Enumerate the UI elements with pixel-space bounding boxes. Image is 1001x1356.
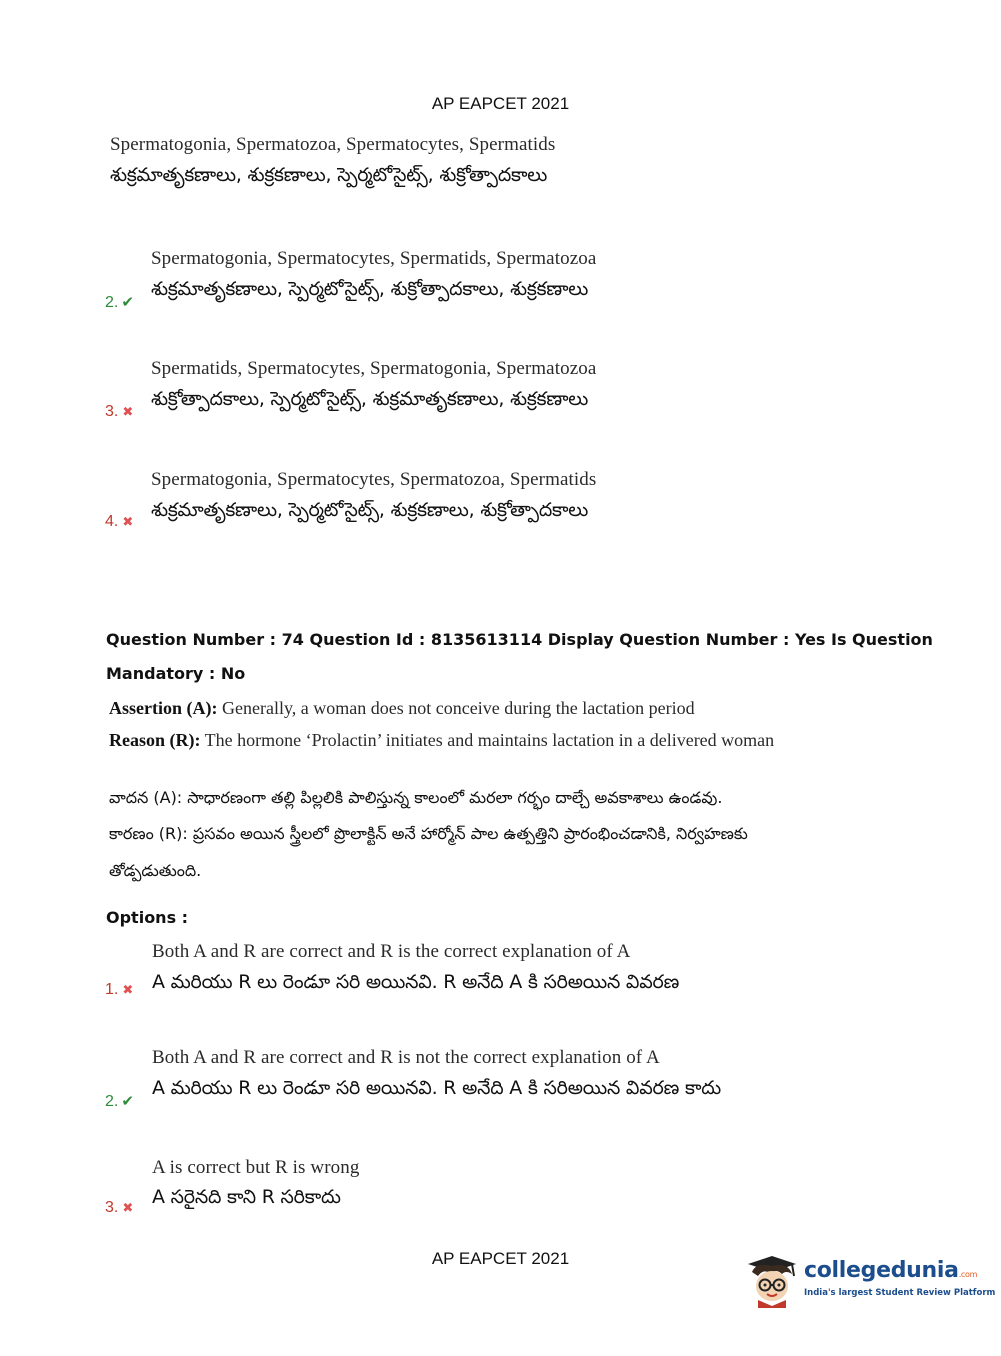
prev-option3-te: శుక్రోత్పాదకాలు, స్పెర్మటోసైట్స్, శుక్రమాతృకణాలు, శుక్రకణాలు (151, 388, 589, 410)
option2-number: 2. ✔ (105, 1093, 134, 1110)
prev-option3-en: Spermatids, Spermatocytes, Spermatogonia, Spermatozoa (151, 358, 597, 379)
cross-icon: ✖ (122, 514, 134, 529)
reason (109, 730, 774, 751)
te-reason-line2: తోడ్పడుతుంది. (109, 861, 202, 880)
page-footer: AP EAPCET 2021 (431, 1249, 570, 1268)
prev-option3-number: 3. ✖ (105, 403, 134, 420)
option3-en: A is correct but R is wrong (152, 1157, 360, 1178)
cross-icon: ✖ (122, 982, 134, 997)
option1-te: A మరియు R లు రెండూ సరి అయినవి. R అనేది A కి సరిఅయిన వివరణ (152, 971, 680, 993)
question-meta-line1: Question Number : 74 Question Id : 8135613114 Display Question Number : Yes Is Question (106, 630, 933, 649)
prev-option1-te: శుక్రమాతృకణాలు, శుక్రకణాలు, స్పెర్మటోసైట్స్, శుక్రోత్పాదకాలు (110, 164, 548, 186)
page-header: AP EAPCET 2021 (431, 94, 570, 113)
assertion-text: Generally, a woman does not conceive during the lactation period (217, 698, 695, 718)
check-icon: ✔ (121, 294, 134, 311)
question-meta-line2: Mandatory : No (106, 664, 246, 683)
prev-option1-en: Spermatogonia, Spermatozoa, Spermatocytes, Spermatids (110, 134, 556, 155)
option2-en: Both A and R are correct and R is not the correct explanation of A (152, 1047, 660, 1068)
option2-te: A మరియు R లు రెండూ సరి అయినవి. R అనేది A కి సరిఅయిన వివరణ కాదు (152, 1077, 722, 1099)
prev-option2-te: శుక్రమాతృకణాలు, స్పెర్మటోసైట్స్, శుక్రోత్పాదకాలు, శుక్రకణాలు (151, 278, 589, 300)
logo-brand: collegedunia.com (804, 1258, 978, 1283)
logo-dotcom: .com (958, 1270, 978, 1279)
te-assertion: వాదన (A): సాధారణంగా తల్లి పిల్లలికి పాలిస్తున్న కాలంలో మరలా గర్భం దాల్చే అవకాశాలు ఉండవు. (109, 788, 723, 807)
logo-tagline: India's largest Student Review Platform (804, 1288, 996, 1298)
mascot-icon (742, 1250, 804, 1312)
option3-te: A సరైనది కాని R సరికాదు (152, 1186, 341, 1208)
te-reason-line1: కారణం (R): ప్రసవం అయిన స్త్రీలలో ప్రొలాక్టిన్ అనే హార్మోన్ పాల ఉత్పత్తిని ప్రారంభించడానికి, నిర్వహణకు (109, 824, 748, 843)
prev-option4-en: Spermatogonia, Spermatocytes, Spermatozoa, Spermatids (151, 469, 597, 490)
option3-number: 3. ✖ (105, 1199, 134, 1216)
cross-icon: ✖ (122, 1200, 134, 1215)
option1-number: 1. ✖ (105, 981, 134, 998)
reason-text: The hormone ‘Prolactin’ initiates and maintains lactation in a delivered woman (200, 730, 775, 750)
reason-label: Reason (R): (109, 730, 201, 750)
assertion-label: Assertion (A): (109, 698, 218, 718)
option1-en: Both A and R are correct and R is the correct explanation of A (152, 941, 631, 962)
prev-option4-te: శుక్రమాతృకణాలు, స్పెర్మటోసైట్స్, శుక్రకణాలు, శుక్రోత్పాదకాలు (151, 499, 589, 521)
prev-option4-number: 4. ✖ (105, 513, 134, 530)
assertion (109, 698, 695, 719)
collegedunia-logo[interactable] (742, 1250, 996, 1312)
prev-option2-en: Spermatogonia, Spermatocytes, Spermatids, Spermatozoa (151, 248, 597, 269)
check-icon: ✔ (121, 1093, 134, 1110)
options-label: Options : (106, 908, 189, 927)
cross-icon: ✖ (122, 404, 134, 419)
prev-option2-number: 2. ✔ (105, 294, 134, 311)
